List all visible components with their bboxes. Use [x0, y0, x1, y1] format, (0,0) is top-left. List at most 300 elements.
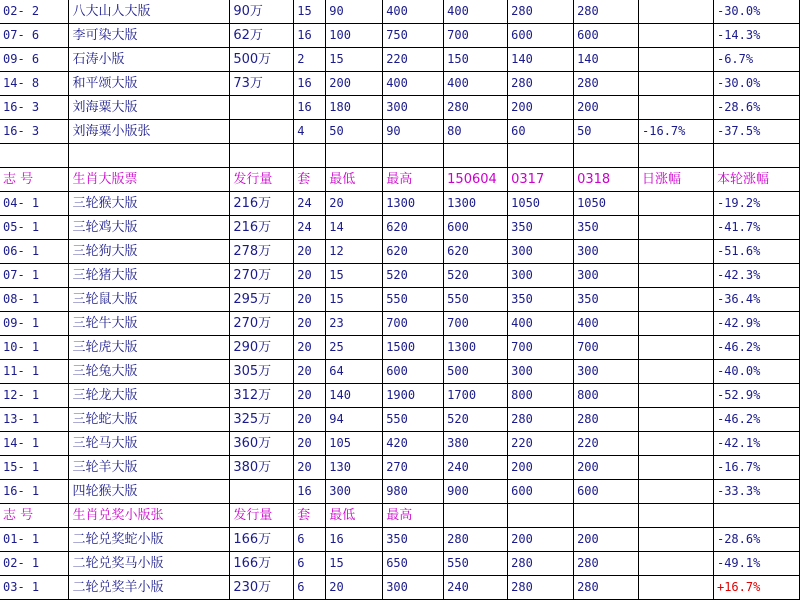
low-cell[interactable]: 15 — [326, 264, 383, 288]
high-cell[interactable]: 650 — [383, 552, 444, 576]
price-0317-cell[interactable]: 280 — [508, 72, 574, 96]
round-change-cell[interactable]: -46.2% — [713, 408, 799, 432]
column-header[interactable]: 本轮涨幅 — [713, 168, 799, 192]
serial-cell[interactable]: 15- 1 — [0, 456, 69, 480]
table-row — [0, 216, 800, 240]
serial-cell[interactable] — [0, 144, 69, 168]
set-cell[interactable]: 16 — [294, 72, 326, 96]
price-150604-cell[interactable]: 900 — [444, 480, 508, 504]
daily-change-cell[interactable] — [639, 144, 714, 168]
set-cell[interactable]: 20 — [294, 456, 326, 480]
price-0317-cell[interactable]: 600 — [508, 24, 574, 48]
low-cell[interactable]: 25 — [326, 336, 383, 360]
round-change-cell[interactable]: -46.2% — [713, 336, 799, 360]
issue-qty-cell[interactable]: 270万 — [230, 312, 294, 336]
serial-cell[interactable]: 11- 1 — [0, 360, 69, 384]
price-0318-cell[interactable]: 600 — [574, 480, 639, 504]
column-header[interactable]: 发行量 — [230, 504, 294, 528]
name-cell[interactable]: 李可染大版 — [69, 24, 230, 48]
price-0317-cell[interactable]: 200 — [508, 96, 574, 120]
daily-change-cell[interactable] — [639, 312, 714, 336]
low-cell[interactable]: 23 — [326, 312, 383, 336]
set-cell[interactable]: 20 — [294, 312, 326, 336]
set-cell[interactable]: 20 — [294, 432, 326, 456]
column-header[interactable]: 志 号 — [0, 168, 69, 192]
table-row — [0, 48, 800, 72]
name-cell[interactable]: 二轮兑奖蛇小版 — [69, 528, 230, 552]
price-0318-cell[interactable]: 350 — [574, 216, 639, 240]
low-cell[interactable]: 105 — [326, 432, 383, 456]
serial-cell[interactable]: 14- 8 — [0, 72, 69, 96]
price-0317-cell[interactable]: 280 — [508, 576, 574, 600]
low-cell[interactable]: 100 — [326, 24, 383, 48]
price-0318-cell[interactable]: 220 — [574, 432, 639, 456]
price-150604-cell[interactable] — [444, 144, 508, 168]
serial-cell[interactable]: 04- 1 — [0, 192, 69, 216]
high-cell[interactable]: 550 — [383, 408, 444, 432]
high-cell[interactable]: 620 — [383, 216, 444, 240]
daily-change-cell[interactable] — [639, 264, 714, 288]
serial-cell[interactable]: 02- 1 — [0, 552, 69, 576]
name-cell[interactable]: 三轮狗大版 — [69, 240, 230, 264]
daily-change-cell[interactable] — [639, 408, 714, 432]
price-0317-cell[interactable]: 200 — [508, 528, 574, 552]
set-cell[interactable]: 15 — [294, 0, 326, 24]
issue-qty-cell[interactable]: 325万 — [230, 408, 294, 432]
high-cell[interactable]: 350 — [383, 528, 444, 552]
set-cell[interactable]: 24 — [294, 216, 326, 240]
set-cell[interactable]: 20 — [294, 408, 326, 432]
name-cell[interactable]: 和平颂大版 — [69, 72, 230, 96]
round-change-cell[interactable] — [713, 144, 799, 168]
name-cell[interactable]: 三轮羊大版 — [69, 456, 230, 480]
high-cell[interactable] — [383, 144, 444, 168]
daily-change-cell[interactable] — [639, 96, 714, 120]
price-0318-cell[interactable]: 280 — [574, 408, 639, 432]
daily-change-cell[interactable] — [639, 552, 714, 576]
issue-qty-cell[interactable]: 216万 — [230, 216, 294, 240]
table-row — [0, 384, 800, 408]
round-change-cell[interactable]: -30.0% — [713, 0, 799, 24]
serial-cell[interactable]: 12- 1 — [0, 384, 69, 408]
set-cell[interactable]: 20 — [294, 360, 326, 384]
set-cell[interactable] — [294, 144, 326, 168]
column-header[interactable]: 最高 — [383, 504, 444, 528]
price-0318-cell[interactable]: 280 — [574, 72, 639, 96]
price-150604-cell[interactable]: 550 — [444, 288, 508, 312]
price-0318-cell[interactable]: 300 — [574, 360, 639, 384]
issue-qty-cell[interactable] — [230, 144, 294, 168]
high-cell[interactable]: 300 — [383, 96, 444, 120]
price-0318-cell[interactable]: 350 — [574, 288, 639, 312]
table-row — [0, 336, 800, 360]
table-row — [0, 288, 800, 312]
issue-qty-cell[interactable]: 216万 — [230, 192, 294, 216]
set-cell[interactable]: 6 — [294, 528, 326, 552]
set-cell[interactable]: 4 — [294, 120, 326, 144]
daily-change-cell[interactable] — [639, 288, 714, 312]
serial-cell[interactable]: 01- 1 — [0, 528, 69, 552]
price-0318-cell[interactable]: 140 — [574, 48, 639, 72]
set-cell[interactable]: 16 — [294, 480, 326, 504]
price-0318-cell[interactable]: 600 — [574, 24, 639, 48]
serial-cell[interactable]: 16- 1 — [0, 480, 69, 504]
set-cell[interactable]: 20 — [294, 384, 326, 408]
daily-change-cell[interactable] — [639, 192, 714, 216]
price-0317-cell[interactable]: 300 — [508, 264, 574, 288]
price-0318-cell[interactable]: 50 — [574, 120, 639, 144]
price-0318-cell[interactable]: 200 — [574, 528, 639, 552]
round-change-cell[interactable]: -42.1% — [713, 432, 799, 456]
column-header[interactable]: 0318 — [574, 168, 639, 192]
table-row — [0, 456, 800, 480]
price-150604-cell[interactable]: 1300 — [444, 192, 508, 216]
price-150604-cell[interactable]: 520 — [444, 264, 508, 288]
table-row — [0, 552, 800, 576]
serial-cell[interactable]: 09- 6 — [0, 48, 69, 72]
round-change-cell[interactable]: -37.5% — [713, 120, 799, 144]
issue-qty-cell[interactable]: 166万 — [230, 552, 294, 576]
price-0317-cell[interactable]: 400 — [508, 312, 574, 336]
high-cell[interactable]: 1300 — [383, 192, 444, 216]
round-change-cell[interactable]: +16.7% — [713, 576, 799, 600]
column-header[interactable]: 套 — [294, 504, 326, 528]
daily-change-cell[interactable] — [639, 336, 714, 360]
issue-qty-cell[interactable]: 62万 — [230, 24, 294, 48]
price-0317-cell[interactable]: 280 — [508, 552, 574, 576]
high-cell[interactable]: 700 — [383, 312, 444, 336]
price-0317-cell[interactable]: 800 — [508, 384, 574, 408]
name-cell[interactable]: 三轮马大版 — [69, 432, 230, 456]
daily-change-cell[interactable] — [639, 240, 714, 264]
daily-change-cell[interactable] — [639, 24, 714, 48]
issue-qty-cell[interactable]: 295万 — [230, 288, 294, 312]
column-header[interactable]: 最低 — [326, 168, 383, 192]
low-cell[interactable]: 15 — [326, 48, 383, 72]
column-header[interactable] — [639, 504, 714, 528]
table-row — [0, 360, 800, 384]
round-change-cell[interactable]: -19.2% — [713, 192, 799, 216]
high-cell[interactable]: 270 — [383, 456, 444, 480]
daily-change-cell[interactable] — [639, 0, 714, 24]
low-cell[interactable]: 140 — [326, 384, 383, 408]
price-150604-cell[interactable]: 400 — [444, 0, 508, 24]
price-0317-cell[interactable]: 700 — [508, 336, 574, 360]
name-cell[interactable]: 三轮牛大版 — [69, 312, 230, 336]
column-header[interactable] — [574, 504, 639, 528]
daily-change-cell[interactable] — [639, 456, 714, 480]
price-0318-cell[interactable]: 400 — [574, 312, 639, 336]
low-cell[interactable]: 14 — [326, 216, 383, 240]
daily-change-cell[interactable] — [639, 384, 714, 408]
issue-qty-cell[interactable] — [230, 96, 294, 120]
serial-cell[interactable]: 03- 1 — [0, 576, 69, 600]
round-change-cell[interactable]: -33.3% — [713, 480, 799, 504]
round-change-cell[interactable]: -16.7% — [713, 456, 799, 480]
price-0317-cell[interactable]: 1050 — [508, 192, 574, 216]
price-150604-cell[interactable]: 700 — [444, 312, 508, 336]
issue-qty-cell[interactable]: 270万 — [230, 264, 294, 288]
round-change-cell[interactable]: -51.6% — [713, 240, 799, 264]
name-cell[interactable]: 三轮虎大版 — [69, 336, 230, 360]
round-change-cell[interactable]: -28.6% — [713, 96, 799, 120]
high-cell[interactable]: 550 — [383, 288, 444, 312]
table-row — [0, 0, 800, 24]
header-row — [0, 504, 800, 528]
price-150604-cell[interactable]: 1300 — [444, 336, 508, 360]
price-150604-cell[interactable]: 280 — [444, 96, 508, 120]
price-0318-cell[interactable]: 280 — [574, 576, 639, 600]
high-cell[interactable]: 220 — [383, 48, 444, 72]
serial-cell[interactable]: 16- 3 — [0, 120, 69, 144]
table-row — [0, 432, 800, 456]
price-0317-cell[interactable]: 140 — [508, 48, 574, 72]
serial-cell[interactable]: 10- 1 — [0, 336, 69, 360]
serial-cell[interactable]: 14- 1 — [0, 432, 69, 456]
price-150604-cell[interactable]: 280 — [444, 528, 508, 552]
price-0317-cell[interactable]: 200 — [508, 456, 574, 480]
name-cell[interactable]: 三轮蛇大版 — [69, 408, 230, 432]
daily-change-cell[interactable] — [639, 72, 714, 96]
issue-qty-cell[interactable]: 230万 — [230, 576, 294, 600]
price-0317-cell[interactable]: 600 — [508, 480, 574, 504]
issue-qty-cell[interactable]: 380万 — [230, 456, 294, 480]
daily-change-cell[interactable]: -16.7% — [639, 120, 714, 144]
high-cell[interactable]: 1900 — [383, 384, 444, 408]
price-0318-cell[interactable]: 200 — [574, 96, 639, 120]
round-change-cell[interactable]: -42.3% — [713, 264, 799, 288]
round-change-cell[interactable]: -30.0% — [713, 72, 799, 96]
column-header[interactable]: 生肖大版票 — [69, 168, 230, 192]
price-0318-cell[interactable]: 280 — [574, 0, 639, 24]
set-cell[interactable]: 6 — [294, 552, 326, 576]
table-row — [0, 576, 800, 600]
serial-cell[interactable]: 06- 1 — [0, 240, 69, 264]
column-header[interactable]: 最高 — [383, 168, 444, 192]
set-cell[interactable]: 20 — [294, 288, 326, 312]
serial-cell[interactable]: 13- 1 — [0, 408, 69, 432]
column-header[interactable]: 发行量 — [230, 168, 294, 192]
column-header[interactable]: 最低 — [326, 504, 383, 528]
name-cell[interactable]: 二轮兑奖羊小版 — [69, 576, 230, 600]
daily-change-cell[interactable] — [639, 360, 714, 384]
name-cell[interactable]: 三轮猪大版 — [69, 264, 230, 288]
price-0318-cell[interactable]: 200 — [574, 456, 639, 480]
table-row — [0, 240, 800, 264]
price-150604-cell[interactable]: 80 — [444, 120, 508, 144]
name-cell[interactable]: 二轮兑奖马小版 — [69, 552, 230, 576]
issue-qty-cell[interactable]: 166万 — [230, 528, 294, 552]
serial-cell[interactable]: 05- 1 — [0, 216, 69, 240]
name-cell[interactable]: 三轮鼠大版 — [69, 288, 230, 312]
price-150604-cell[interactable]: 700 — [444, 24, 508, 48]
table-row — [0, 312, 800, 336]
round-change-cell[interactable]: -28.6% — [713, 528, 799, 552]
price-150604-cell[interactable]: 150 — [444, 48, 508, 72]
name-cell[interactable]: 八大山人大版 — [69, 0, 230, 24]
column-header[interactable]: 0317 — [508, 168, 574, 192]
name-cell[interactable]: 三轮鸡大版 — [69, 216, 230, 240]
high-cell[interactable]: 1500 — [383, 336, 444, 360]
high-cell[interactable]: 600 — [383, 360, 444, 384]
price-150604-cell[interactable]: 600 — [444, 216, 508, 240]
name-cell[interactable]: 刘海粟小版张 — [69, 120, 230, 144]
high-cell[interactable]: 400 — [383, 72, 444, 96]
column-header[interactable]: 套 — [294, 168, 326, 192]
set-cell[interactable]: 16 — [294, 24, 326, 48]
round-change-cell[interactable]: -14.3% — [713, 24, 799, 48]
price-150604-cell[interactable]: 380 — [444, 432, 508, 456]
column-header[interactable] — [508, 504, 574, 528]
name-cell[interactable]: 四轮猴大版 — [69, 480, 230, 504]
high-cell[interactable]: 420 — [383, 432, 444, 456]
issue-qty-cell[interactable] — [230, 120, 294, 144]
low-cell[interactable]: 15 — [326, 552, 383, 576]
issue-qty-cell[interactable] — [230, 480, 294, 504]
high-cell[interactable]: 400 — [383, 0, 444, 24]
price-150604-cell[interactable]: 520 — [444, 408, 508, 432]
round-change-cell[interactable]: -42.9% — [713, 312, 799, 336]
low-cell[interactable]: 130 — [326, 456, 383, 480]
table-row — [0, 120, 800, 144]
table-row — [0, 72, 800, 96]
round-change-cell[interactable]: -6.7% — [713, 48, 799, 72]
issue-qty-cell[interactable]: 90万 — [230, 0, 294, 24]
column-header[interactable] — [444, 504, 508, 528]
low-cell[interactable]: 12 — [326, 240, 383, 264]
issue-qty-cell[interactable]: 305万 — [230, 360, 294, 384]
daily-change-cell[interactable] — [639, 48, 714, 72]
table-row — [0, 192, 800, 216]
price-150604-cell[interactable]: 1700 — [444, 384, 508, 408]
price-0317-cell[interactable]: 350 — [508, 288, 574, 312]
name-cell[interactable]: 刘海粟大版 — [69, 96, 230, 120]
high-cell[interactable]: 620 — [383, 240, 444, 264]
low-cell[interactable] — [326, 144, 383, 168]
name-cell[interactable]: 石涛小版 — [69, 48, 230, 72]
name-cell[interactable]: 三轮兔大版 — [69, 360, 230, 384]
name-cell[interactable]: 三轮龙大版 — [69, 384, 230, 408]
set-cell[interactable]: 6 — [294, 576, 326, 600]
price-0318-cell[interactable]: 300 — [574, 240, 639, 264]
serial-cell[interactable]: 08- 1 — [0, 288, 69, 312]
low-cell[interactable]: 180 — [326, 96, 383, 120]
set-cell[interactable]: 16 — [294, 96, 326, 120]
set-cell[interactable]: 20 — [294, 240, 326, 264]
price-150604-cell[interactable]: 400 — [444, 72, 508, 96]
column-header[interactable]: 日涨幅 — [639, 168, 714, 192]
price-0317-cell[interactable]: 300 — [508, 240, 574, 264]
price-150604-cell[interactable]: 240 — [444, 456, 508, 480]
set-cell[interactable]: 24 — [294, 192, 326, 216]
round-change-cell[interactable]: -40.0% — [713, 360, 799, 384]
header-row — [0, 168, 800, 192]
daily-change-cell[interactable] — [639, 480, 714, 504]
round-change-cell[interactable]: -36.4% — [713, 288, 799, 312]
round-change-cell[interactable]: -52.9% — [713, 384, 799, 408]
price-0318-cell[interactable]: 700 — [574, 336, 639, 360]
table-row — [0, 24, 800, 48]
serial-cell[interactable]: 16- 3 — [0, 96, 69, 120]
low-cell[interactable]: 15 — [326, 288, 383, 312]
issue-qty-cell[interactable]: 312万 — [230, 384, 294, 408]
high-cell[interactable]: 980 — [383, 480, 444, 504]
name-cell[interactable] — [69, 144, 230, 168]
serial-cell[interactable]: 02- 2 — [0, 0, 69, 24]
issue-qty-cell[interactable]: 500万 — [230, 48, 294, 72]
low-cell[interactable]: 94 — [326, 408, 383, 432]
serial-cell[interactable]: 07- 1 — [0, 264, 69, 288]
issue-qty-cell[interactable]: 278万 — [230, 240, 294, 264]
price-0318-cell[interactable] — [574, 144, 639, 168]
price-150604-cell[interactable]: 620 — [444, 240, 508, 264]
price-150604-cell[interactable]: 550 — [444, 552, 508, 576]
high-cell[interactable]: 90 — [383, 120, 444, 144]
column-header[interactable]: 志 号 — [0, 504, 69, 528]
price-0317-cell[interactable]: 300 — [508, 360, 574, 384]
column-header[interactable] — [713, 504, 799, 528]
set-cell[interactable]: 20 — [294, 264, 326, 288]
price-0318-cell[interactable]: 1050 — [574, 192, 639, 216]
low-cell[interactable]: 300 — [326, 480, 383, 504]
low-cell[interactable]: 16 — [326, 528, 383, 552]
column-header[interactable]: 生肖兑奖小版张 — [69, 504, 230, 528]
issue-qty-cell[interactable]: 290万 — [230, 336, 294, 360]
serial-cell[interactable]: 09- 1 — [0, 312, 69, 336]
low-cell[interactable]: 20 — [326, 192, 383, 216]
round-change-cell[interactable]: -41.7% — [713, 216, 799, 240]
high-cell[interactable]: 520 — [383, 264, 444, 288]
low-cell[interactable]: 200 — [326, 72, 383, 96]
daily-change-cell[interactable] — [639, 216, 714, 240]
table-row — [0, 528, 800, 552]
low-cell[interactable]: 20 — [326, 576, 383, 600]
high-cell[interactable]: 300 — [383, 576, 444, 600]
price-0318-cell[interactable]: 800 — [574, 384, 639, 408]
table-row — [0, 408, 800, 432]
issue-qty-cell[interactable]: 73万 — [230, 72, 294, 96]
name-cell[interactable]: 三轮猴大版 — [69, 192, 230, 216]
table-row — [0, 264, 800, 288]
serial-cell[interactable]: 07- 6 — [0, 24, 69, 48]
price-0318-cell[interactable]: 300 — [574, 264, 639, 288]
price-0317-cell[interactable]: 60 — [508, 120, 574, 144]
price-0317-cell[interactable]: 280 — [508, 408, 574, 432]
price-150604-cell[interactable]: 240 — [444, 576, 508, 600]
table-row — [0, 480, 800, 504]
round-change-cell[interactable]: -49.1% — [713, 552, 799, 576]
price-0317-cell[interactable]: 280 — [508, 0, 574, 24]
low-cell[interactable]: 64 — [326, 360, 383, 384]
issue-qty-cell[interactable]: 360万 — [230, 432, 294, 456]
price-0318-cell[interactable]: 280 — [574, 552, 639, 576]
daily-change-cell[interactable] — [639, 528, 714, 552]
set-cell[interactable]: 20 — [294, 336, 326, 360]
price-0317-cell[interactable]: 220 — [508, 432, 574, 456]
table-row — [0, 96, 800, 120]
low-cell[interactable]: 90 — [326, 0, 383, 24]
set-cell[interactable]: 2 — [294, 48, 326, 72]
high-cell[interactable]: 750 — [383, 24, 444, 48]
daily-change-cell[interactable] — [639, 432, 714, 456]
blank-row — [0, 144, 800, 168]
price-150604-cell[interactable]: 500 — [444, 360, 508, 384]
column-header[interactable]: 150604 — [444, 168, 508, 192]
daily-change-cell[interactable] — [639, 576, 714, 600]
low-cell[interactable]: 50 — [326, 120, 383, 144]
price-0317-cell[interactable] — [508, 144, 574, 168]
price-0317-cell[interactable]: 350 — [508, 216, 574, 240]
